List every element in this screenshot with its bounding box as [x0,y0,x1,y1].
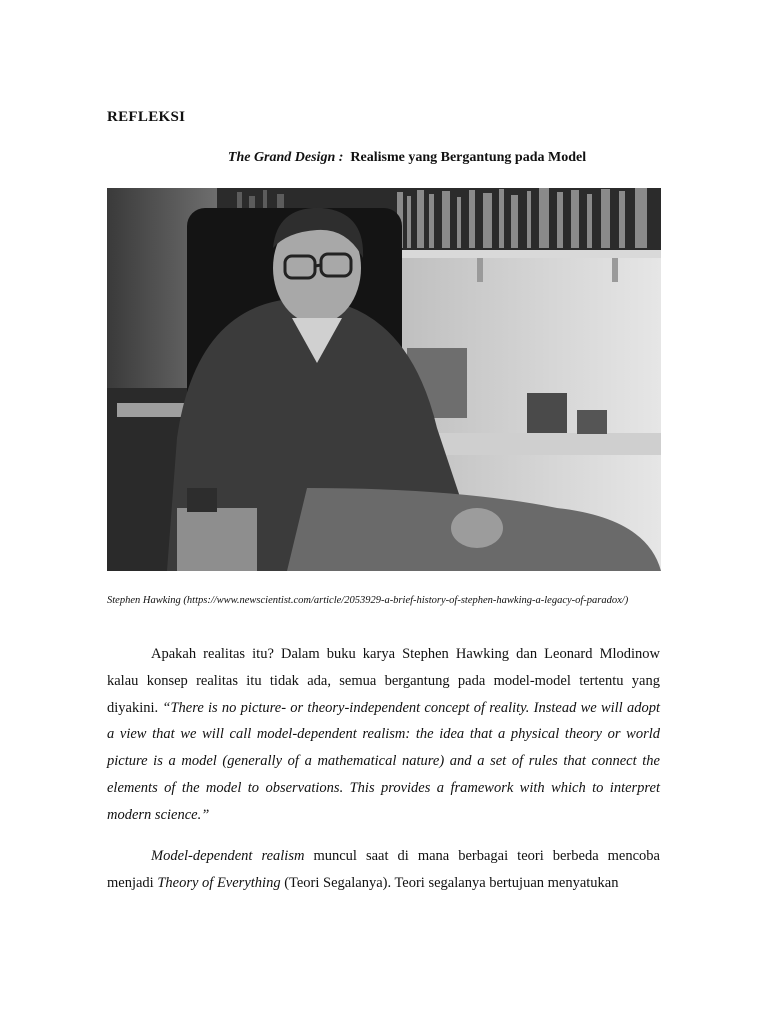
paragraph-2-text-2: (Teori Segalanya). Teori segalanya bertujuan menyatukan [280,874,619,891]
paragraph-1-quote: “There is no picture- or theory-independent concept of reality. Instead we will adopt a view that we will call model-dependent realism: the idea that a physical theory or world picture is a model (generally of a mathematical nature) and a set of rules that connect the elements of the model to observations. This provides a framework with which to interpret modern science.” [107,699,660,823]
paragraph-2-text-1: muncul saat di mana berbagai teori berbeda mencoba menjadi [107,848,660,891]
term-theory-of-everything: Theory of Everything [157,874,281,891]
document-title [0,150,768,166]
photo-caption: Stephen Hawking (https://www.newscientist.com/article/2053929-a-brief-history-of-stephen-hawking-a-legacy-of-paradox/) [107,595,629,606]
photo-illustration [107,188,661,571]
term-model-dependent-realism: Model-dependent realism [151,848,305,864]
paragraph-2 [107,843,660,897]
title-italic-part: The Grand Design : [227,150,344,165]
title-rest: Realisme yang Bergantung pada Model [350,150,587,165]
paragraph-1 [107,641,660,829]
section-heading: REFLEKSI [107,109,186,125]
portrait-photo [107,188,661,571]
paragraph-1-text: Apakah realitas itu? Dalam buku karya Stephen Hawking dan Leonard Mlodinow kalau konsep realitas itu tidak ada, semua bergantung pada model-model tertentu yang diyakini. [107,646,660,716]
